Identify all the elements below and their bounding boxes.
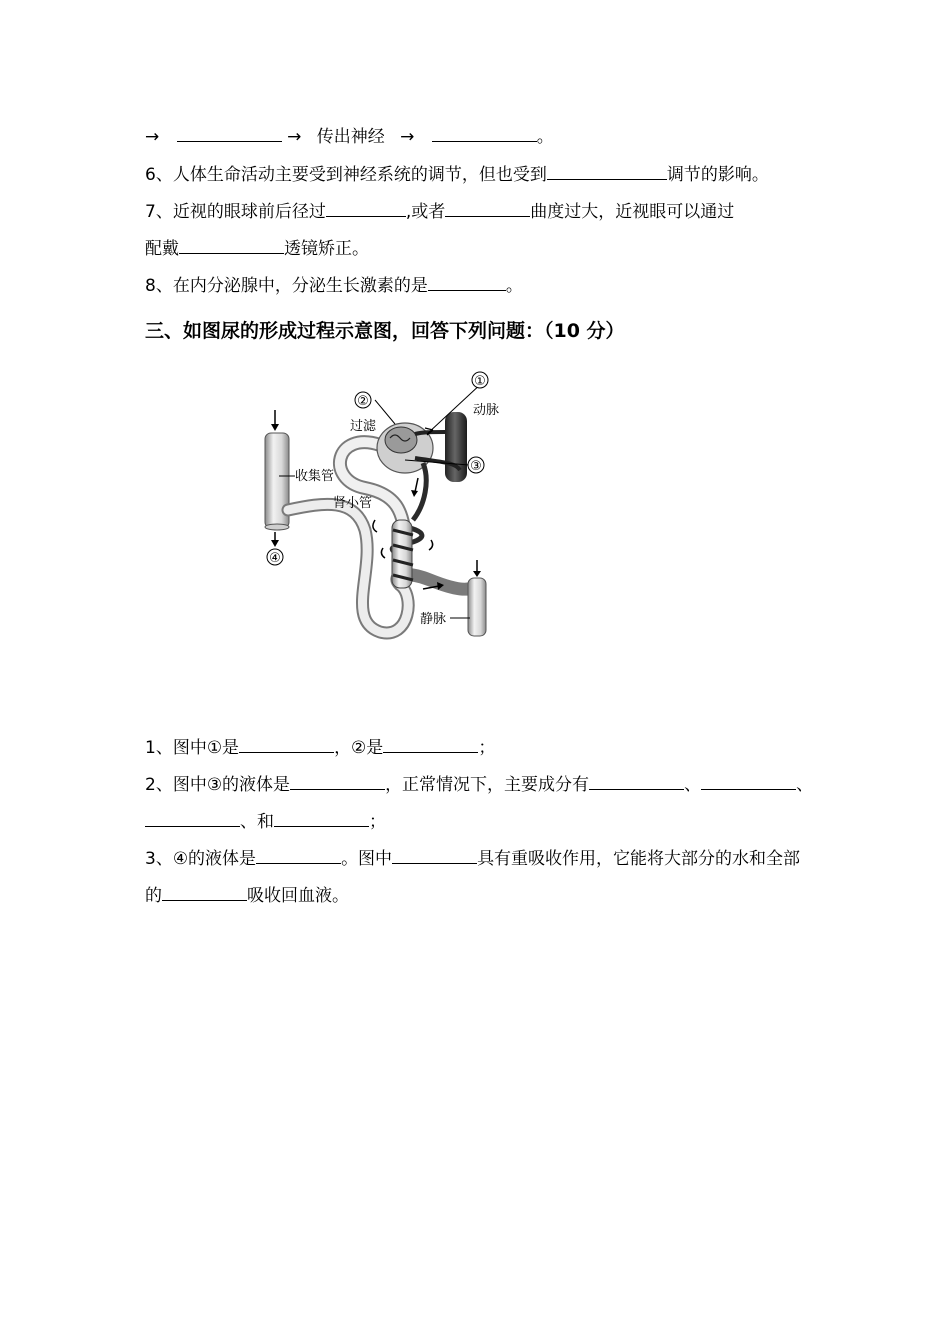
label-artery: 动脉 (473, 403, 500, 418)
answer-blank[interactable] (701, 772, 796, 790)
fq2-sep: 、 (796, 775, 814, 795)
fq3-text-end: 具有重吸收作用，它能将大部分的水和全部 (477, 849, 801, 869)
answer-blank[interactable] (326, 199, 406, 217)
label-filter: 过滤 (350, 419, 377, 434)
answer-blank[interactable] (290, 772, 385, 790)
answer-blank[interactable] (383, 735, 478, 753)
q7-text: 7、近视的眼球前后径过 (145, 202, 326, 222)
section-3-title: 三、如图尿的形成过程示意图，回答下列问题：（10 分） (145, 320, 625, 342)
arrow-icon: → (400, 127, 415, 147)
fq2-line2-end: ； (369, 812, 386, 832)
q7-text-mid: ,或者 (405, 202, 446, 222)
fig-question-3-line2 (145, 883, 349, 907)
answer-blank[interactable] (179, 236, 284, 254)
fq2-line2-sep: 、和 (240, 812, 274, 832)
label-n4: ④ (269, 551, 281, 566)
q7-text-end: 曲度过大，近视眼可以通过 (530, 202, 735, 222)
q8-text: 8、在内分泌腺中，分泌生长激素的是 (145, 276, 428, 296)
vein (468, 578, 486, 636)
q7-line2-text: 配戴 (145, 239, 179, 259)
question-6 (145, 162, 769, 186)
fq2-sep: 、 (684, 775, 702, 795)
fq2-text: 2、图中③的液体是 (145, 775, 291, 795)
fq3-line2-text: 的 (145, 886, 162, 906)
label-n2: ② (357, 394, 369, 409)
fig-question-2-line2 (145, 809, 386, 833)
q5-continuation (145, 124, 554, 148)
answer-blank[interactable] (445, 199, 530, 217)
answer-blank[interactable] (392, 846, 477, 864)
fq2-text-mid: ，正常情况下，主要成分有 (385, 775, 590, 795)
label-vein: 静脉 (420, 612, 447, 627)
answer-blank[interactable] (589, 772, 684, 790)
arrow-icon: → (145, 127, 160, 147)
q6-text: 6、人体生命活动主要受到神经系统的调节，但也受到 (145, 165, 547, 185)
question-7 (145, 199, 734, 223)
answer-blank[interactable] (432, 124, 537, 142)
label-collecting-duct: 收集管 (295, 469, 335, 484)
fq1-text-mid: ，②是 (334, 738, 384, 758)
fq1-text-end: ； (478, 738, 496, 758)
fig-question-2 (145, 772, 813, 796)
fq1-text: 1、图中①是 (145, 738, 240, 758)
q8-text-end: 。 (505, 276, 523, 296)
arrow-icon: → (287, 127, 302, 147)
urine-formation-figure (255, 370, 520, 642)
fq3-line2-end: 吸收回血液。 (247, 886, 349, 906)
answer-blank[interactable] (274, 809, 369, 827)
question-8 (145, 273, 523, 297)
q6-text-end: 调节的影响。 (666, 165, 769, 185)
fig-question-3 (145, 846, 800, 870)
glomerulus (385, 427, 417, 453)
question-7-line2 (145, 236, 369, 260)
kidney-nephron-diagram (255, 370, 520, 642)
fig-question-1 (145, 735, 495, 759)
q5-efferent-text: 传出神经 (316, 127, 385, 147)
answer-blank[interactable] (145, 809, 240, 827)
answer-blank[interactable] (162, 883, 247, 901)
answer-blank[interactable] (177, 124, 282, 142)
answer-blank[interactable] (428, 273, 506, 291)
artery (445, 412, 467, 482)
fq3-text-mid: 。图中 (341, 849, 393, 869)
answer-blank[interactable] (256, 846, 341, 864)
label-n3: ③ (470, 459, 482, 474)
q7-line2-end: 透镜矫正。 (284, 239, 369, 259)
answer-blank[interactable] (239, 735, 334, 753)
label-n1: ① (474, 374, 486, 389)
fq3-text: 3、④的液体是 (145, 849, 257, 869)
answer-blank[interactable] (547, 162, 667, 180)
renal-tubule (288, 504, 477, 633)
label-tubule: 肾小管 (333, 496, 373, 511)
q5-end: 。 (536, 127, 554, 147)
